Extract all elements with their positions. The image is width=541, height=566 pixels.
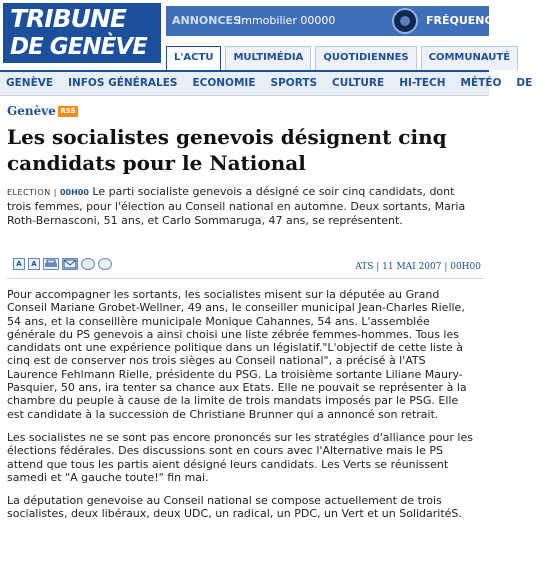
annonces-link[interactable]: Immobilier 00000 [238,14,336,27]
article-byline: ATS | 11 MAI 2007 | 00H00 [355,262,481,272]
tab-actu[interactable]: L'ACTU [166,46,221,70]
top-bar [166,6,501,36]
divider [7,278,484,279]
bookmark-icon[interactable] [98,258,112,270]
rss-badge-icon[interactable]: RSS [58,106,78,117]
article-tools [13,257,112,271]
body-paragraph: Pour accompagner les sortants, les socialistes misent sur la députée au Grand Conseil Mariane Grobet-Wellner, 49 ans, le conseiller municipal Jean-Charles Rielle, 54 ans, et la conseillère municipale Monique Cahannes, 54 ans. L'assemblée générale du PS genevois a ainsi choisi une liste zébrée femmes-hommes. Tous les candidats ont une expérience politique dans un législatif."L'objectif de cette liste à cinq est de conserver nos trois sièges au Conseil national", a précisé à l'ATS Laurence Fehlmann Rielle, présidente du PSG. La troisième sortante Liliane Maury-Pasquier, 50 ans, ira tenter sa chance aux Etats. Elle ne pouvait se représenter à la chambre du peuple à cause de la limite de trois mandats imposés par le PSG. Elle est candidate à la succession de Christiane Brunner qui a annoncé son retrait. [7,288,467,421]
nav-item-infos-generales[interactable]: INFOS GÉNÉRALES [68,77,178,89]
font-larger-icon[interactable]: A [28,258,40,270]
tab-communaute[interactable]: COMMUNAUTÉ [421,46,518,70]
article-body [7,288,477,531]
lead-category: ELECTION [7,188,51,197]
tab-quotidiennes[interactable]: QUOTIDIENNES [315,46,416,70]
print-icon[interactable] [43,258,59,270]
annonces-label: ANNONCES [172,14,241,27]
logo-line1: TRIBUNE [10,4,126,33]
body-paragraph: La députation genevoise au Conseil national se compose actuellement de trois socialistes, deux libéraux, deux UDC, un radical, un PDC, un Vert et un SolidaritéS. [7,494,462,521]
nav-item-geneve[interactable]: GENÈVE [6,77,54,89]
lead-text: Le parti socialiste genevois a désigné ce soir cinq candidats, dont trois femmes, pour l'élection au Conseil national en automne. Deux sortants, Maria Roth-Bernasconi, 51 ans, et Carlo Sommaruga, 47 ans, se représentent. [7,185,466,227]
nav-item-meteo[interactable]: MÉTÉO [460,77,502,89]
frequence-link[interactable]: FRÉQUENCE [426,14,501,27]
nav-item-economie[interactable]: ECONOMIE [192,77,256,89]
nav-item-de[interactable]: DE [516,77,533,89]
article-headline: Les socialistes genevois désignent cinq candidats pour le National [7,125,447,175]
masthead [0,0,511,70]
logo-line2: DE GENÈVE [10,34,147,60]
tab-multimedia[interactable]: MULTIMÉDIA [225,46,311,70]
section-nav [0,70,533,96]
article-lead [7,185,475,228]
nav-item-sports[interactable]: SPORTS [270,77,318,89]
body-paragraph: Les socialistes ne se sont pas encore prononcés sur les stratégies d'alliance pour les élections fédérales. Des discussions sont en cours avec l'Alternative mais le PS attend que tous les partis aient désigné leurs candidats. Les Verts se réunissent samedi et "A gauche toute!" fin mai. [7,430,473,484]
rubric-link[interactable]: Genève [7,104,56,118]
lead-time: 00H00 [59,188,89,197]
main-tabs [166,46,518,70]
tribune-logo[interactable] [3,3,161,63]
nav-item-hi-tech[interactable]: HI-TECH [399,77,446,89]
font-smaller-icon[interactable]: A [13,258,25,270]
email-icon[interactable] [62,258,78,270]
frequence-radio-icon[interactable] [392,8,418,34]
comment-icon[interactable] [81,258,95,270]
lead-separator: | [50,188,60,197]
nav-item-culture[interactable]: CULTURE [332,77,385,89]
